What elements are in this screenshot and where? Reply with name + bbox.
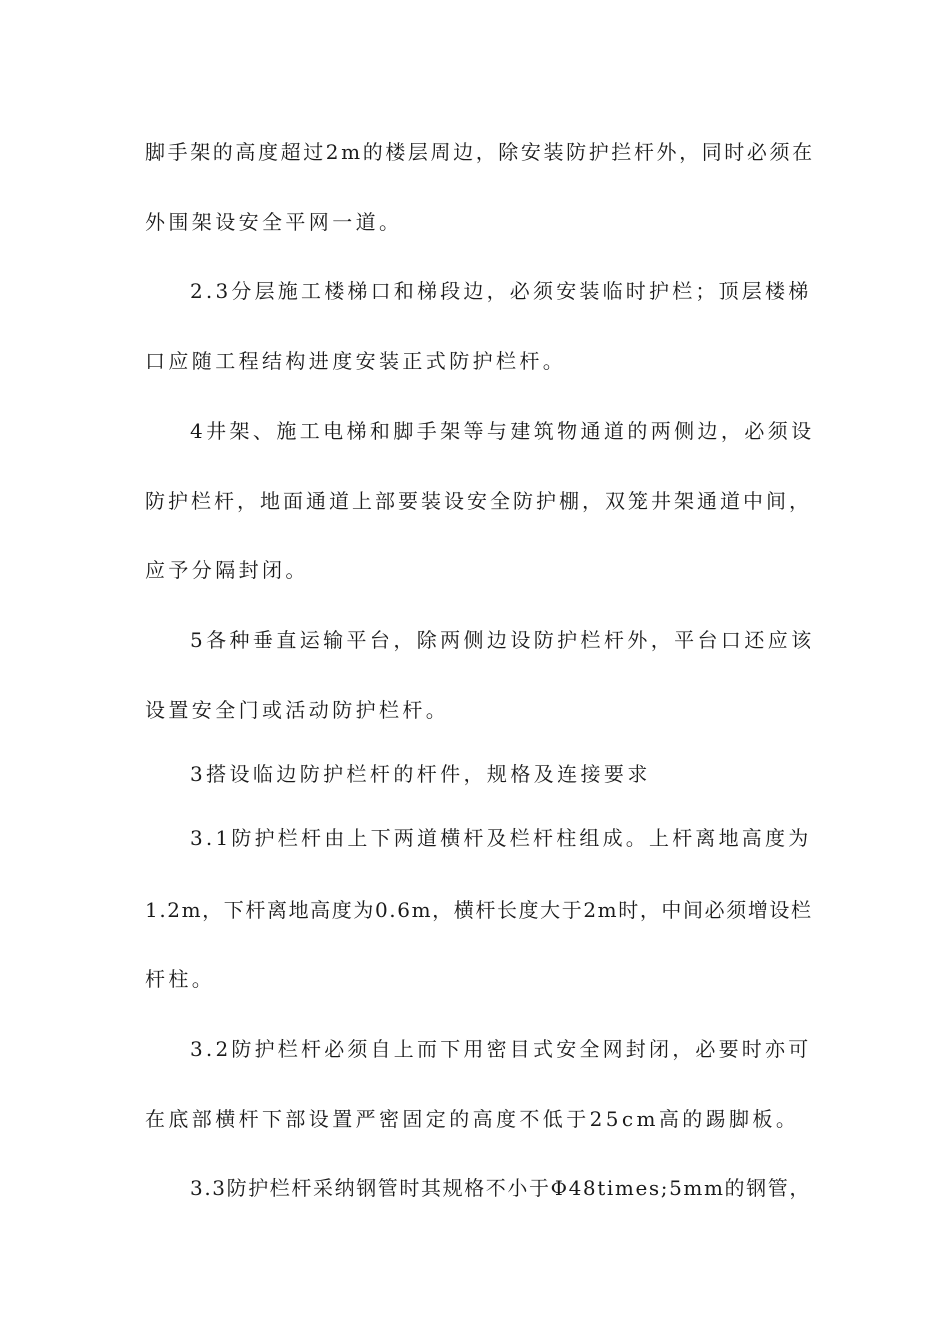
paragraph-line: 3.1防护栏杆由上下两道横杆及栏杆柱组成。上杆离地高度为: [190, 826, 812, 850]
paragraph-line: 4井架、施工电梯和脚手架等与建筑物通道的两侧边，必须设: [190, 419, 815, 443]
paragraph-line: 设置安全门或活动防护栏杆。: [145, 698, 450, 722]
paragraph-line: 防护栏杆，地面通道上部要装设安全防护棚，双笼井架通道中间，: [145, 489, 812, 513]
paragraph-line: 口应随工程结构进度安装正式防护栏杆。: [145, 349, 567, 373]
paragraph-line: 杆柱。: [145, 967, 216, 991]
paragraph-line: 3.2防护栏杆必须自上而下用密目式安全网封闭，必要时亦可: [190, 1037, 812, 1061]
section-heading: 3搭设临边防护栏杆的杆件，规格及连接要求: [190, 762, 651, 786]
paragraph-line: 在底部横杆下部设置严密固定的高度不低于25cm高的踢脚板。: [145, 1107, 800, 1131]
paragraph-line: 脚手架的高度超过2m的楼层周边，除安装防护拦杆外，同时必须在: [145, 140, 815, 164]
paragraph-line: 1.2m，下杆离地高度为0.6m，横杆长度大于2m时，中间必须增设栏: [145, 898, 813, 922]
paragraph-line: 外围架设安全平网一道。: [145, 210, 403, 234]
paragraph-line: 5各种垂直运输平台，除两侧边设防护栏杆外，平台口还应该: [190, 628, 815, 652]
paragraph-line: 应予分隔封闭。: [145, 558, 309, 582]
paragraph-line: 3.3防护栏杆采纳钢管时其规格不小于Φ48times;5mm的钢管，: [190, 1176, 811, 1200]
paragraph-line: 2.3分层施工楼梯口和梯段边，必须安装临时护栏；顶层楼梯: [190, 279, 812, 303]
